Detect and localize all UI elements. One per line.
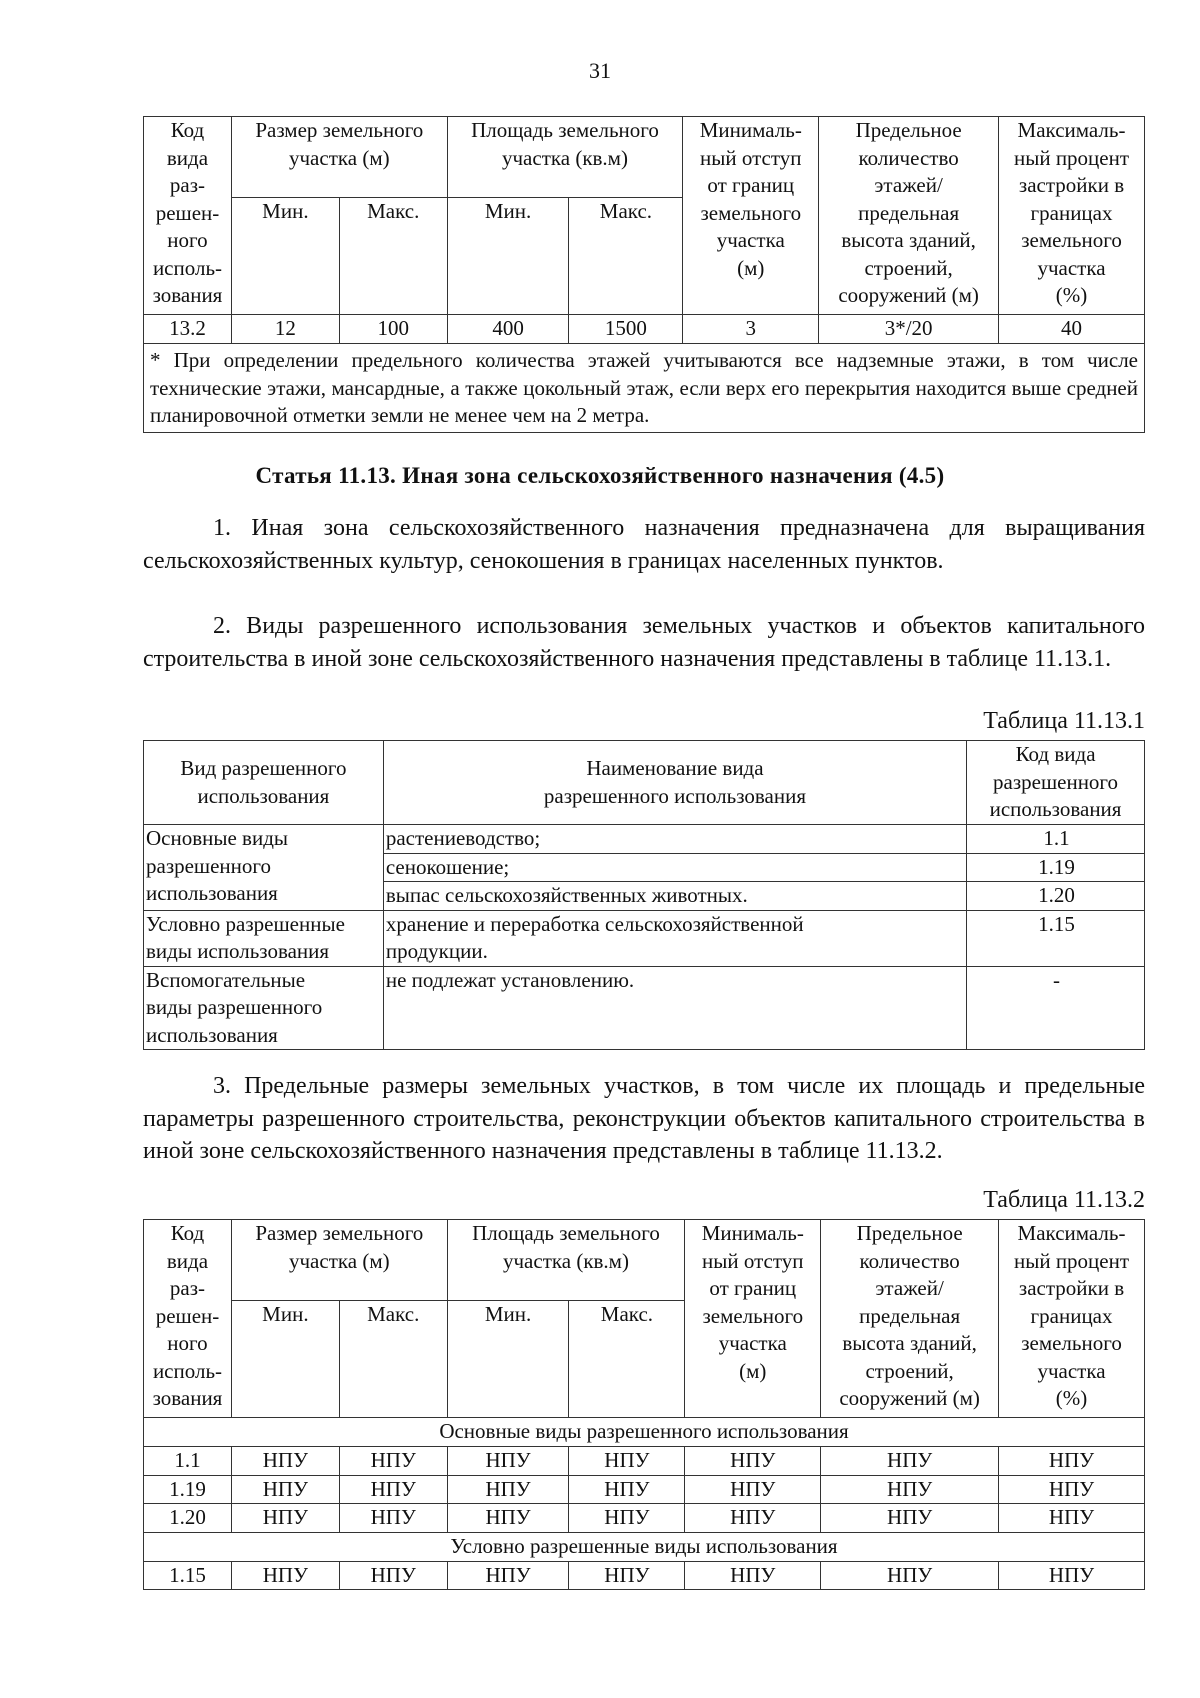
table-cell: 13.2 (144, 315, 232, 344)
npu-value: НПУ (231, 1475, 339, 1504)
table-caption-1: Таблица 11.13.1 (983, 708, 1145, 734)
npu-value: НПУ (685, 1447, 821, 1476)
header-floors: Предельное количество этажей/ предельная высота зданий, строений, сооружений (м) (821, 1220, 999, 1418)
use-code: 1.20 (967, 882, 1145, 911)
table-cell: 12 (231, 315, 339, 344)
parameters-table-top (143, 116, 1145, 433)
header-area-max: Макс. (569, 198, 683, 315)
table-row (144, 1447, 1145, 1476)
use-name: выпас сельскохозяйственных животных. (383, 882, 966, 911)
npu-value: НПУ (821, 1475, 999, 1504)
table-cell: 1500 (569, 315, 683, 344)
header-use-code: Код вида разрешенного использования (967, 741, 1145, 825)
npu-value: НПУ (999, 1447, 1145, 1476)
header-min-offset: Минималь- ный отступ от границ земельного участка (м) (683, 117, 819, 315)
npu-value: НПУ (821, 1561, 999, 1590)
npu-value: НПУ (569, 1504, 685, 1533)
header-plot-size: Размер земельного участка (м) (231, 117, 447, 198)
npu-value: НПУ (685, 1504, 821, 1533)
paragraph-1: 1. Иная зона сельскохозяйственного назначения предназначена для выращивания сельскохозяйственных культур, сенокошения в границах населенных пунктов. (143, 515, 1145, 574)
header-use-type: Вид разрешенного использования (144, 741, 384, 825)
page-number: 31 (589, 58, 611, 83)
header-plot-area: Площадь земельного участка (кв.м) (447, 1220, 685, 1301)
npu-value: НПУ (821, 1447, 999, 1476)
npu-value: НПУ (999, 1475, 1145, 1504)
table-row (144, 1504, 1145, 1533)
npu-value: НПУ (569, 1447, 685, 1476)
header-max-percent: Максималь- ный процент застройки в границах земельного участка (%) (999, 1220, 1145, 1418)
npu-value: НПУ (339, 1561, 447, 1590)
header-min-offset: Минималь- ный отступ от границ земельного участка (м) (685, 1220, 821, 1418)
header-max-percent: Максималь- ный процент застройки в границах земельного участка (%) (999, 117, 1145, 315)
npu-value: НПУ (447, 1447, 569, 1476)
npu-value: НПУ (685, 1561, 821, 1590)
npu-value: НПУ (999, 1504, 1145, 1533)
npu-value: НПУ (685, 1475, 821, 1504)
use-code: 1.15 (144, 1561, 232, 1590)
header-size-max: Макс. (339, 1301, 447, 1418)
parameters-table-bottom (143, 1219, 1145, 1590)
header-size-min: Мин. (231, 1301, 339, 1418)
table-cell: 40 (999, 315, 1145, 344)
npu-value: НПУ (569, 1475, 685, 1504)
use-name: сенокошение; (383, 853, 966, 882)
table-cell: 3 (683, 315, 819, 344)
use-code: 1.1 (144, 1447, 232, 1476)
npu-value: НПУ (447, 1475, 569, 1504)
npu-value: НПУ (447, 1561, 569, 1590)
header-floors: Предельное количество этажей/ предельная высота зданий, строений, сооружений (м) (819, 117, 999, 315)
table-row (144, 1475, 1145, 1504)
use-code: 1.15 (967, 910, 1145, 966)
header-size-max: Макс. (339, 198, 447, 315)
use-name: растениеводство; (383, 825, 966, 854)
table-caption-2: Таблица 11.13.2 (983, 1187, 1145, 1213)
npu-value: НПУ (821, 1504, 999, 1533)
paragraph-2: 2. Виды разрешенного использования земельных участков и объектов капитального строительства в иной зоне сельскохозяйственного назначения представлены в таблице 11.13.1. (143, 613, 1145, 672)
header-code: Код вида раз- решен- ного исполь- зования (144, 117, 232, 315)
table-cell: 100 (339, 315, 447, 344)
npu-value: НПУ (339, 1504, 447, 1533)
header-size-min: Мин. (231, 198, 339, 315)
use-name: не подлежат установлению. (383, 966, 966, 1050)
header-code: Код вида раз- решен- ного исполь- зования (144, 1220, 232, 1418)
npu-value: НПУ (231, 1447, 339, 1476)
header-area-min: Мин. (447, 198, 569, 315)
table-row (144, 966, 1145, 1050)
npu-value: НПУ (999, 1561, 1145, 1590)
use-code: 1.20 (144, 1504, 232, 1533)
table-row (144, 910, 1145, 966)
header-plot-size: Размер земельного участка (м) (231, 1220, 447, 1301)
npu-value: НПУ (231, 1504, 339, 1533)
header-area-min: Мин. (447, 1301, 569, 1418)
table-row (144, 825, 1145, 854)
permitted-use-table (143, 740, 1145, 1050)
group-label-main: Основные виды разрешенного использования (144, 825, 384, 911)
use-code: - (967, 966, 1145, 1050)
paragraph-3: 3. Предельные размеры земельных участков, в том числе их площадь и предельные параметры разрешенного строительства, реконструкции объектов капитального строительства в иной зоне сельскохозяйственного назначения представлены в таблице 11.13.2. (143, 1073, 1145, 1164)
table-row (144, 1561, 1145, 1590)
table-footnote: * При определении предельного количества этажей учитываются все надземные этажи, в том числе технические этажи, мансардные, а также цокольный этаж, если верх его перекрытия находится выше средней планировочной отметки земли не менее чем на 2 метра. (144, 344, 1145, 433)
npu-value: НПУ (231, 1561, 339, 1590)
section-conditional-uses: Условно разрешенные виды использования (144, 1532, 1145, 1561)
section-main-uses: Основные виды разрешенного использования (144, 1418, 1145, 1447)
group-label-auxiliary: Вспомогательные виды разрешенного использования (144, 966, 384, 1050)
use-name: хранение и переработка сельскохозяйственной продукции. (383, 910, 966, 966)
header-plot-area: Площадь земельного участка (кв.м) (447, 117, 683, 198)
table-cell: 400 (447, 315, 569, 344)
header-use-name: Наименование вида разрешенного использования (383, 741, 966, 825)
article-title: Статья 11.13. Иная зона сельскохозяйственного назначения (4.5) (255, 463, 945, 488)
header-area-max: Макс. (569, 1301, 685, 1418)
use-code: 1.19 (967, 853, 1145, 882)
group-label-conditional: Условно разрешенные виды использования (144, 910, 384, 966)
table-row (144, 315, 1145, 344)
use-code: 1.1 (967, 825, 1145, 854)
use-code: 1.19 (144, 1475, 232, 1504)
npu-value: НПУ (447, 1504, 569, 1533)
table-cell: 3*/20 (819, 315, 999, 344)
npu-value: НПУ (339, 1475, 447, 1504)
npu-value: НПУ (569, 1561, 685, 1590)
npu-value: НПУ (339, 1447, 447, 1476)
